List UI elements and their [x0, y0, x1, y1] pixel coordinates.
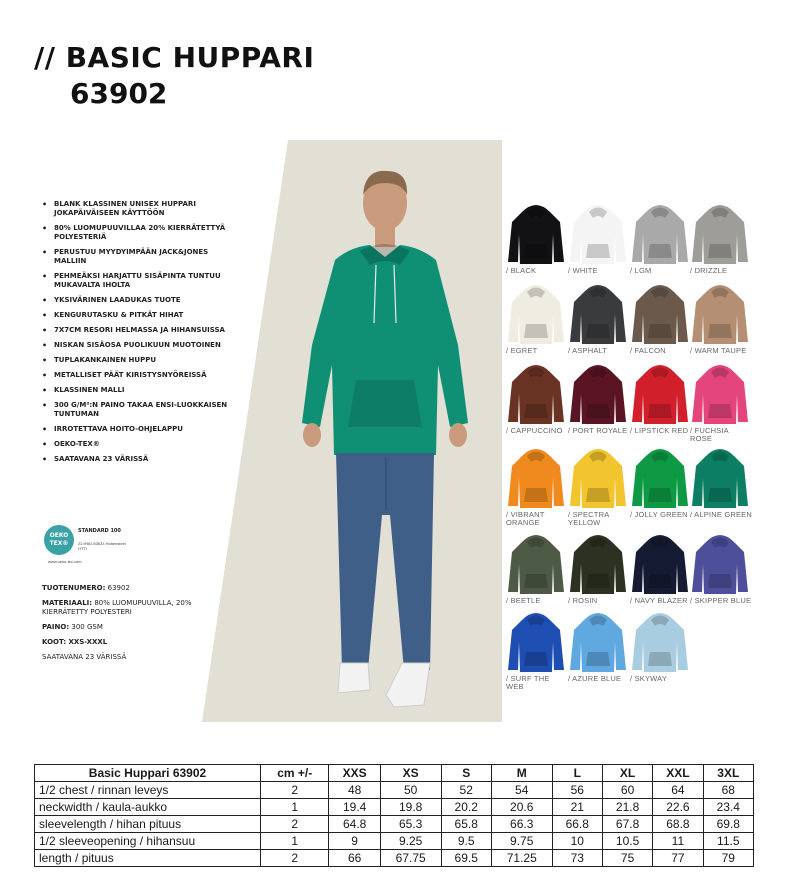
size-table-row	[35, 816, 754, 833]
hoodie-swatch	[570, 280, 626, 346]
measurement-value: 20.2	[441, 799, 491, 816]
hoodie-swatch	[632, 608, 688, 674]
measurement-value: 1	[261, 799, 329, 816]
hoodie-swatch	[632, 280, 688, 346]
size-table-header: cm +/-	[261, 765, 329, 782]
feature-item: • 80% LUOMUPUUVILLAA 20% KIERRÄTETTYÄ POLYESTERIÄ	[42, 224, 242, 242]
measurement-value: 10.5	[602, 833, 652, 850]
feature-item: • YKSIVÄRINEN LAADUKAS TUOTE	[42, 296, 242, 305]
oeko-certificate-number: 22.HBG.83633 Hohenstein HTTI	[78, 541, 126, 551]
measurement-value: 60	[602, 782, 652, 799]
measurement-value: 54	[491, 782, 552, 799]
size-table-header: M	[491, 765, 552, 782]
measurement-value: 64	[653, 782, 703, 799]
hoodie-swatch	[632, 444, 688, 510]
spec-value: 80% LUOMUPUUVILLA, 20% KIERRÄTETTY POLYESTERI	[42, 599, 192, 616]
measurement-label: neckwidth / kaula-aukko	[35, 799, 261, 816]
swatch-label: / WARM TAUPE	[690, 346, 747, 355]
measurement-value: 21	[552, 799, 602, 816]
swatch-label: / LIPSTICK RED	[630, 426, 689, 435]
feature-item: • OEKO-TEX®	[42, 440, 242, 449]
measurement-value: 68.8	[653, 816, 703, 833]
measurement-value: 23.4	[703, 799, 753, 816]
feature-item: • 300 G/M²:N PAINO TAKAA ENSI-LUOKKAISEN TUNTUMAN	[42, 401, 242, 419]
measurement-value: 9.5	[441, 833, 491, 850]
hoodie-swatch	[570, 360, 626, 426]
measurement-value: 64.8	[329, 816, 380, 833]
swatch-label: / AZURE BLUE	[568, 674, 622, 683]
page-title: // BASIC HUPPARI	[34, 41, 315, 74]
swatch-label: / DRIZZLE	[690, 266, 728, 275]
size-table-header: L	[552, 765, 602, 782]
hoodie-swatch	[692, 280, 748, 346]
size-table-header: 3XL	[703, 765, 753, 782]
hoodie-swatch	[692, 530, 748, 596]
measurement-value: 65.3	[380, 816, 441, 833]
size-table-row	[35, 833, 754, 850]
feature-item: • KENGURUTASKU & PITKÄT HIHAT	[42, 311, 242, 320]
measurement-label: 1/2 chest / rinnan leveys	[35, 782, 261, 799]
hoodie-swatch	[508, 360, 564, 426]
feature-item: • SAATAVANA 23 VÄRISSÄ	[42, 455, 242, 464]
measurement-value: 22.6	[653, 799, 703, 816]
size-table-row	[35, 799, 754, 816]
measurement-value: 10	[552, 833, 602, 850]
measurement-value: 2	[261, 850, 329, 867]
size-table-header: Basic Huppari 63902	[35, 765, 261, 782]
size-table-header: XS	[380, 765, 441, 782]
swatch-label: / SKYWAY	[630, 674, 668, 683]
measurement-value: 66	[329, 850, 380, 867]
hoodie-swatch	[570, 444, 626, 510]
hoodie-swatch	[570, 608, 626, 674]
measurement-value: 79	[703, 850, 753, 867]
measurement-value: 9	[329, 833, 380, 850]
size-table-header: XL	[602, 765, 652, 782]
measurement-value: 75	[602, 850, 652, 867]
swatch-label: / PORT ROYALE	[568, 426, 628, 435]
swatch-label: / WHITE	[568, 266, 598, 275]
spec-label: TUOTENUMERO:	[42, 584, 106, 592]
spec-value: 63902	[107, 584, 130, 592]
oeko-tex-logo: OEKO TEX®	[44, 525, 74, 555]
measurement-value: 69.8	[703, 816, 753, 833]
feature-item: • PERUSTUU MYYDYIMPÄÄN JACK&JONES MALLIIN	[42, 248, 242, 266]
hoodie-swatch	[632, 530, 688, 596]
measurement-value: 50	[380, 782, 441, 799]
measurement-value: 11	[653, 833, 703, 850]
product-specs	[42, 584, 212, 668]
hoodie-swatch	[508, 280, 564, 346]
measurement-value: 68	[703, 782, 753, 799]
hoodie-swatch	[508, 444, 564, 510]
hoodie-swatch	[632, 200, 688, 266]
size-table-row	[35, 782, 754, 799]
swatch-label: / SKIPPER BLUE	[690, 596, 752, 605]
hoodie-swatch	[508, 608, 564, 674]
swatch-label: / EGRET	[506, 346, 538, 355]
measurement-value: 19.8	[380, 799, 441, 816]
swatch-label: / JOLLY GREEN	[630, 510, 688, 519]
size-table-row	[35, 850, 754, 867]
swatch-label: / BEETLE	[506, 596, 541, 605]
feature-item: • METALLISET PÄÄT KIRISTYSNYÖREISSÄ	[42, 371, 242, 380]
swatch-label: / ASPHALT	[568, 346, 608, 355]
hoodie-swatch	[508, 200, 564, 266]
size-table-header: XXL	[653, 765, 703, 782]
product-code: 63902	[70, 77, 168, 110]
hoodie-swatch	[692, 200, 748, 266]
swatch-label: / SURF THE WEB	[506, 674, 550, 691]
swatch-label: / CAPPUCCINO	[506, 426, 563, 435]
measurement-value: 2	[261, 782, 329, 799]
measurement-value: 48	[329, 782, 380, 799]
hoodie-swatch	[632, 360, 688, 426]
measurement-value: 20.6	[491, 799, 552, 816]
measurement-value: 1	[261, 833, 329, 850]
oeko-standard: STANDARD 100	[78, 528, 121, 534]
hoodie-swatch	[692, 360, 748, 426]
hoodie-swatch	[692, 444, 748, 510]
measurement-value: 71.25	[491, 850, 552, 867]
swatch-label: / NAVY BLAZER	[630, 596, 688, 605]
spec-label: PAINO:	[42, 623, 70, 631]
measurement-value: 56	[552, 782, 602, 799]
measurement-label: 1/2 sleeveopening / hihansuu	[35, 833, 261, 850]
size-table-header: XXS	[329, 765, 380, 782]
swatch-label: / ALPINE GREEN	[690, 510, 752, 519]
feature-item: • TUPLAKANKAINEN HUPPU	[42, 356, 242, 365]
swatch-label: / FALCON	[630, 346, 666, 355]
measurement-value: 77	[653, 850, 703, 867]
size-table-header-row	[35, 765, 754, 782]
swatch-label: / FUCHSIA ROSE	[690, 426, 729, 443]
measurement-value: 65.8	[441, 816, 491, 833]
measurement-value: 19.4	[329, 799, 380, 816]
hoodie-swatch	[570, 530, 626, 596]
feature-item: • BLANK KLASSINEN UNISEX HUPPARI JOKAPÄIVÄISEEN KÄYTTÖÖN	[42, 200, 242, 218]
spec-value: 300 GSM	[71, 623, 103, 631]
feature-item: • KLASSINEN MALLI	[42, 386, 242, 395]
measurement-value: 52	[441, 782, 491, 799]
measurement-label: sleevelength / hihan pituus	[35, 816, 261, 833]
hoodie-swatch	[570, 200, 626, 266]
measurement-value: 69.5	[441, 850, 491, 867]
oeko-url: www.oeko-tex.com	[48, 559, 82, 564]
swatch-label: / LGM	[630, 266, 652, 275]
spec-label: MATERIAALI:	[42, 599, 93, 607]
measurement-value: 67.75	[380, 850, 441, 867]
feature-item: • 7X7CM RESORI HELMASSA JA HIHANSUISSA	[42, 326, 242, 335]
measurement-label: length / pituus	[35, 850, 261, 867]
measurement-value: 11.5	[703, 833, 753, 850]
spec-availability: SAATAVANA 23 VÄRISSÄ	[42, 653, 127, 661]
measurement-value: 67.8	[602, 816, 652, 833]
oeko-tex-badge	[44, 525, 144, 565]
hoodie-swatch	[508, 530, 564, 596]
measurement-value: 9.25	[380, 833, 441, 850]
measurement-value: 73	[552, 850, 602, 867]
measurement-value: 2	[261, 816, 329, 833]
swatch-label: / SPECTRA YELLOW	[568, 510, 609, 527]
spec-label: KOOT:	[42, 638, 67, 646]
feature-item: • IRROTETTAVA HOITO-OHJELAPPU	[42, 425, 242, 434]
swatch-label: / VIBRANT ORANGE	[506, 510, 545, 527]
swatch-label: / BLACK	[506, 266, 537, 275]
swatch-label: / ROSIN	[568, 596, 598, 605]
feature-item: • PEHMEÄKSI HARJATTU SISÄPINTA TUNTUU MUKAVALTA IHOLTA	[42, 272, 242, 290]
measurement-value: 9.75	[491, 833, 552, 850]
measurement-value: 66.8	[552, 816, 602, 833]
feature-item: • NISKAN SISÄOSA PUOLIKUUN MUOTOINEN	[42, 341, 242, 350]
spec-value: XXS-XXXL	[68, 638, 108, 646]
measurement-value: 21.8	[602, 799, 652, 816]
size-table	[34, 764, 754, 867]
model-photo	[290, 165, 480, 717]
measurement-value: 66.3	[491, 816, 552, 833]
size-table-header: S	[441, 765, 491, 782]
